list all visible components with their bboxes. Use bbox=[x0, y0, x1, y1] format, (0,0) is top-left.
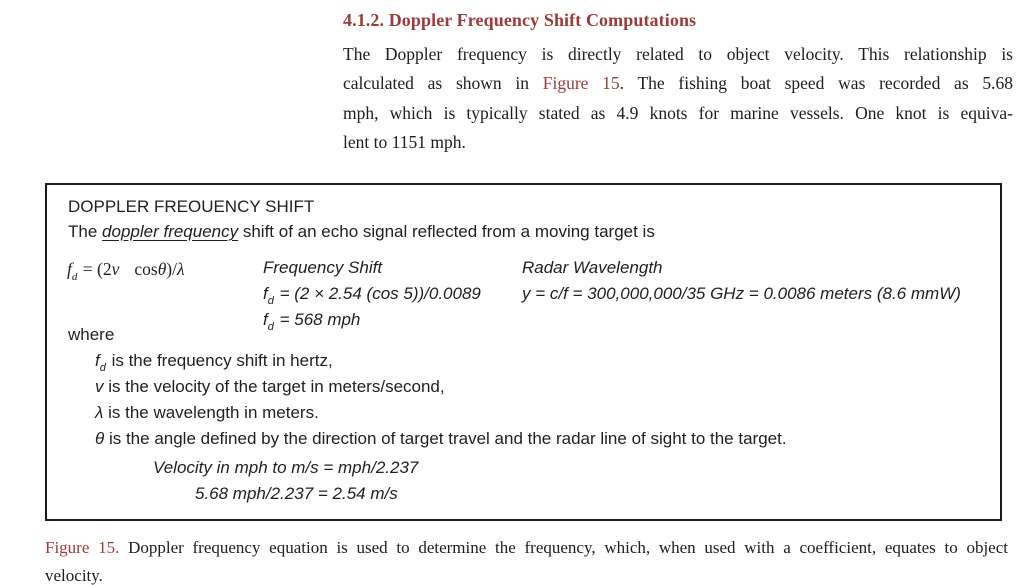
definition-text: is the wavelength in meters. bbox=[103, 403, 319, 422]
figure-15-box bbox=[45, 183, 1002, 521]
box-intro-line bbox=[68, 220, 655, 244]
symbol-theta: θ bbox=[95, 429, 105, 448]
paragraph-line: The Doppler frequency is directly related to object velocity. This relationship is bbox=[343, 44, 1013, 64]
box-intro-text: shift of an echo signal reflected from a moving target is bbox=[238, 222, 655, 241]
equation-symbol-theta: θ bbox=[157, 259, 167, 279]
equation-cos: cos bbox=[134, 259, 158, 279]
frequency-shift-column bbox=[263, 255, 481, 332]
caption-line: velocity. bbox=[45, 565, 103, 585]
symbol-lambda: λ bbox=[95, 403, 104, 422]
symbol-f: f bbox=[263, 309, 268, 329]
radar-wavelength-column bbox=[522, 255, 961, 307]
definition-text: is the angle defined by the direction of target travel and the radar line of sight to the target. bbox=[104, 429, 787, 448]
doppler-equation: fd = (2v cosθ)/λ bbox=[67, 259, 185, 283]
paragraph-line bbox=[343, 69, 1013, 98]
caption-line bbox=[45, 534, 1008, 562]
velocity-conversion-line: Velocity in mph to m/s = mph/2.237 bbox=[153, 458, 419, 477]
symbol-f: f bbox=[263, 283, 268, 303]
definition-line bbox=[95, 426, 787, 452]
frequency-shift-label: Frequency Shift bbox=[263, 258, 383, 277]
definition-line bbox=[95, 400, 787, 426]
equation-text: = (2 bbox=[78, 259, 112, 279]
radar-wavelength-label: Radar Wavelength bbox=[522, 258, 663, 277]
equation-symbol-v: v bbox=[111, 259, 120, 279]
velocity-conversion-result: 5.68 mph/2.237 = 2.54 m/s bbox=[195, 484, 398, 503]
equation-symbol-lambda: λ bbox=[177, 259, 185, 279]
symbol-v: v bbox=[95, 377, 104, 396]
paragraph-text: calculated as shown in bbox=[343, 73, 543, 94]
caption-text: Doppler frequency equation is used to determine the frequency, which, when used with a coefficient, equates to object bbox=[119, 538, 1008, 557]
doppler-frequency-emphasis: doppler frequency bbox=[102, 222, 239, 241]
calc-text: = (2 × 2.54 (cos 5))/0.0089 bbox=[274, 283, 481, 303]
where-label: where bbox=[68, 325, 115, 344]
box-intro-text: The bbox=[68, 222, 103, 241]
definition-line: fd is the frequency shift in hertz, bbox=[95, 351, 333, 374]
paragraph-text: . The fishing boat speed was recorded as 5.68 bbox=[619, 73, 1013, 94]
intro-paragraph bbox=[343, 40, 1013, 158]
equation-symbol-f: f bbox=[67, 259, 72, 279]
figure-reference-link[interactable]: Figure 15 bbox=[542, 73, 620, 94]
equation-text: )/ bbox=[166, 259, 177, 279]
calc-text: = 568 mph bbox=[274, 309, 361, 329]
section-heading: 4.1.2. Doppler Frequency Shift Computations bbox=[343, 10, 697, 30]
frequency-shift-result-line: fd = 568 mph bbox=[263, 309, 361, 333]
box-title: DOPPLER FREOUENCY SHIFT bbox=[68, 197, 315, 216]
frequency-shift-calc-line: fd = (2 × 2.54 (cos 5))/0.0089 bbox=[263, 283, 481, 307]
paragraph-line: mph, which is typically stated as 4.9 knots for marine vessels. One knot is equiva- bbox=[343, 102, 1013, 123]
caption-figure-label: Figure 15. bbox=[45, 538, 120, 557]
symbol-f: f bbox=[95, 351, 100, 370]
section-intro bbox=[343, 8, 1013, 158]
definition-line bbox=[95, 374, 787, 400]
definition-text: is the frequency shift in hertz, bbox=[106, 351, 333, 370]
definition-text: is the velocity of the target in meters/second, bbox=[103, 377, 445, 396]
paragraph-line: lent to 1151 mph. bbox=[343, 132, 466, 153]
radar-wavelength-calc-line: y = c/f = 300,000,000/35 GHz = 0.0086 meters (8.6 mmW) bbox=[522, 283, 961, 303]
figure-caption bbox=[45, 534, 1008, 585]
symbol-definitions bbox=[95, 348, 787, 452]
